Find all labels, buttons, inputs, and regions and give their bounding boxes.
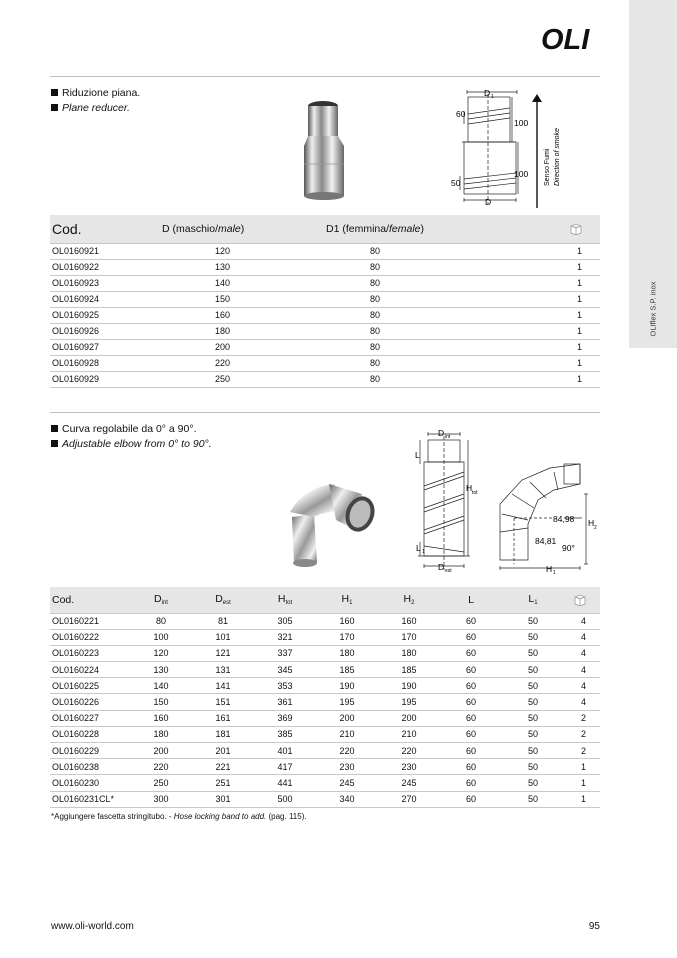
cell-htot: 361 bbox=[254, 694, 316, 710]
cell-qty: 1 bbox=[465, 339, 600, 355]
cell-cod: OL0160928 bbox=[50, 355, 160, 371]
cell-d: 140 bbox=[160, 275, 285, 291]
package-icon bbox=[570, 223, 582, 235]
cell-dest: 161 bbox=[192, 710, 254, 726]
cell-cod: OL0160226 bbox=[50, 694, 130, 710]
reducer-photo bbox=[296, 98, 358, 202]
header-package bbox=[465, 215, 600, 243]
cell-htot: 353 bbox=[254, 678, 316, 694]
cell-d: 200 bbox=[160, 339, 285, 355]
section1-title bbox=[51, 86, 140, 116]
cell-cod: OL0160926 bbox=[50, 323, 160, 339]
cell-dest: 141 bbox=[192, 678, 254, 694]
table-row bbox=[50, 726, 600, 742]
cell-h2: 210 bbox=[378, 726, 440, 742]
cell-l: 60 bbox=[440, 694, 502, 710]
cell-cod: OL0160230 bbox=[50, 775, 130, 791]
title-en: Plane reducer. bbox=[62, 102, 130, 114]
cell-h2: 170 bbox=[378, 629, 440, 645]
cell-l: 60 bbox=[440, 645, 502, 661]
cell-l: 60 bbox=[440, 791, 502, 807]
cell-cod: OL0160228 bbox=[50, 726, 130, 742]
cell-d1: 80 bbox=[285, 275, 465, 291]
cell-dint: 250 bbox=[130, 775, 192, 791]
cell-l1: 50 bbox=[502, 613, 564, 629]
elbow-photo bbox=[284, 472, 384, 572]
cell-qty: 1 bbox=[465, 323, 600, 339]
bullet-icon bbox=[51, 425, 58, 432]
cell-h1: 210 bbox=[316, 726, 378, 742]
header-h2: $H_2$ bbox=[378, 587, 440, 613]
cell-l: 60 bbox=[440, 743, 502, 759]
table-row bbox=[50, 291, 600, 307]
cell-dest: 131 bbox=[192, 662, 254, 678]
cell-l: 60 bbox=[440, 678, 502, 694]
h60-label: 60 bbox=[456, 109, 466, 119]
header-htot: $H_{tot}$ bbox=[254, 587, 316, 613]
section-divider bbox=[50, 412, 600, 413]
cell-qty: 1 bbox=[465, 275, 600, 291]
table-row bbox=[50, 307, 600, 323]
cell-dint: 140 bbox=[130, 678, 192, 694]
cell-dest: 221 bbox=[192, 759, 254, 775]
h1-label: H bbox=[546, 564, 553, 574]
cell-dest: 301 bbox=[192, 791, 254, 807]
table-row bbox=[50, 759, 600, 775]
cell-d: 130 bbox=[160, 259, 285, 275]
cell-cod: OL0160231CL* bbox=[50, 791, 130, 807]
dest-sub: est bbox=[445, 568, 452, 574]
cell-qty: 4 bbox=[564, 662, 600, 678]
cell-h1: 200 bbox=[316, 710, 378, 726]
cell-cod: OL0160221 bbox=[50, 613, 130, 629]
cell-h2: 160 bbox=[378, 613, 440, 629]
table-row bbox=[50, 259, 600, 275]
cell-htot: 305 bbox=[254, 613, 316, 629]
cell-dint: 300 bbox=[130, 791, 192, 807]
v8481-label: 84,81 bbox=[535, 536, 557, 546]
header-d: D (maschio/male) bbox=[160, 215, 285, 243]
cell-htot: 345 bbox=[254, 662, 316, 678]
cell-cod: OL0160223 bbox=[50, 645, 130, 661]
h100b-label: 100 bbox=[514, 169, 529, 179]
table-row bbox=[50, 791, 600, 807]
table-row bbox=[50, 243, 600, 259]
cell-l1: 50 bbox=[502, 645, 564, 661]
cell-d: 120 bbox=[160, 243, 285, 259]
table-row bbox=[50, 743, 600, 759]
cell-htot: 417 bbox=[254, 759, 316, 775]
cell-dint: 150 bbox=[130, 694, 192, 710]
elbow-table bbox=[50, 587, 600, 808]
cell-cod: OL0160222 bbox=[50, 629, 130, 645]
cell-h2: 200 bbox=[378, 710, 440, 726]
dint-sub: int bbox=[445, 434, 451, 440]
cell-l1: 50 bbox=[502, 694, 564, 710]
cell-htot: 321 bbox=[254, 629, 316, 645]
cell-d: 180 bbox=[160, 323, 285, 339]
v8498-label: 84,98 bbox=[553, 514, 575, 524]
cell-l1: 50 bbox=[502, 726, 564, 742]
h1-sub: 1 bbox=[553, 570, 556, 576]
cell-h2: 185 bbox=[378, 662, 440, 678]
cell-dint: 130 bbox=[130, 662, 192, 678]
cell-cod: OL0160229 bbox=[50, 743, 130, 759]
cell-d: 220 bbox=[160, 355, 285, 371]
cell-l: 60 bbox=[440, 662, 502, 678]
cell-h2: 270 bbox=[378, 791, 440, 807]
cell-qty: 4 bbox=[564, 678, 600, 694]
cell-l1: 50 bbox=[502, 678, 564, 694]
cell-qty: 2 bbox=[564, 710, 600, 726]
cell-l: 60 bbox=[440, 759, 502, 775]
cell-cod: OL0160924 bbox=[50, 291, 160, 307]
cell-dest: 181 bbox=[192, 726, 254, 742]
cell-dint: 220 bbox=[130, 759, 192, 775]
cell-d1: 80 bbox=[285, 371, 465, 387]
header-dest: $D_{est}$ bbox=[192, 587, 254, 613]
cell-h1: 230 bbox=[316, 759, 378, 775]
cell-h2: 190 bbox=[378, 678, 440, 694]
cell-qty: 1 bbox=[465, 307, 600, 323]
cell-qty: 2 bbox=[564, 743, 600, 759]
cell-l: 60 bbox=[440, 629, 502, 645]
cell-qty: 1 bbox=[465, 259, 600, 275]
cell-dest: 151 bbox=[192, 694, 254, 710]
h2-label: H bbox=[588, 518, 595, 528]
dest-label: D bbox=[438, 562, 445, 572]
cell-h1: 245 bbox=[316, 775, 378, 791]
cell-qty: 1 bbox=[465, 355, 600, 371]
cell-htot: 369 bbox=[254, 710, 316, 726]
table-row bbox=[50, 275, 600, 291]
cell-cod: OL0160922 bbox=[50, 259, 160, 275]
table-row bbox=[50, 355, 600, 371]
cell-h2: 220 bbox=[378, 743, 440, 759]
cell-dest: 251 bbox=[192, 775, 254, 791]
cell-h1: 195 bbox=[316, 694, 378, 710]
cell-d1: 80 bbox=[285, 355, 465, 371]
cell-qty: 4 bbox=[564, 629, 600, 645]
cell-dint: 120 bbox=[130, 645, 192, 661]
table-header-row bbox=[50, 587, 600, 613]
header-h1: $H_1$ bbox=[316, 587, 378, 613]
cell-qty: 1 bbox=[465, 291, 600, 307]
cell-qty: 4 bbox=[564, 694, 600, 710]
cell-l1: 50 bbox=[502, 791, 564, 807]
cell-h1: 160 bbox=[316, 613, 378, 629]
header-cod: Cod. bbox=[50, 587, 130, 613]
cell-l: 60 bbox=[440, 710, 502, 726]
cell-cod: OL0160925 bbox=[50, 307, 160, 323]
cell-d1: 80 bbox=[285, 307, 465, 323]
cell-cod: OL0160923 bbox=[50, 275, 160, 291]
header-d1: D1 (femmina/female) bbox=[285, 215, 465, 243]
table-row bbox=[50, 645, 600, 661]
title-en: Adjustable elbow from 0° to 90°. bbox=[62, 438, 212, 450]
l1-sub: 1 bbox=[422, 549, 425, 555]
cell-qty: 1 bbox=[564, 759, 600, 775]
cell-qty: 1 bbox=[564, 775, 600, 791]
d1-label: D bbox=[484, 88, 491, 98]
page-number: 95 bbox=[588, 921, 600, 932]
cell-d1: 80 bbox=[285, 243, 465, 259]
table-row bbox=[50, 613, 600, 629]
cell-d1: 80 bbox=[285, 259, 465, 275]
cell-h2: 245 bbox=[378, 775, 440, 791]
cell-h2: 180 bbox=[378, 645, 440, 661]
table-header-row bbox=[50, 215, 600, 243]
cell-l1: 50 bbox=[502, 710, 564, 726]
cell-h2: 195 bbox=[378, 694, 440, 710]
cell-dint: 80 bbox=[130, 613, 192, 629]
cell-l1: 50 bbox=[502, 775, 564, 791]
table-row bbox=[50, 662, 600, 678]
cell-cod: OL0160238 bbox=[50, 759, 130, 775]
cell-dest: 101 bbox=[192, 629, 254, 645]
cell-htot: 441 bbox=[254, 775, 316, 791]
table-row bbox=[50, 339, 600, 355]
header-l1: $L_1$ bbox=[502, 587, 564, 613]
cell-qty: 1 bbox=[465, 243, 600, 259]
cell-l1: 50 bbox=[502, 662, 564, 678]
cell-h1: 220 bbox=[316, 743, 378, 759]
cell-h1: 185 bbox=[316, 662, 378, 678]
cell-cod: OL0160929 bbox=[50, 371, 160, 387]
cell-d1: 80 bbox=[285, 339, 465, 355]
cell-htot: 385 bbox=[254, 726, 316, 742]
cell-cod: OL0160921 bbox=[50, 243, 160, 259]
cell-dest: 81 bbox=[192, 613, 254, 629]
d1-sub: 1 bbox=[491, 94, 494, 100]
cell-qty: 1 bbox=[564, 791, 600, 807]
cell-l1: 50 bbox=[502, 759, 564, 775]
title-it: Curva regolabile da 0° a 90°. bbox=[62, 423, 197, 435]
cell-h1: 340 bbox=[316, 791, 378, 807]
cell-d1: 80 bbox=[285, 291, 465, 307]
cell-cod: OL0160227 bbox=[50, 710, 130, 726]
smoke-en-label: Direction of smoke bbox=[554, 128, 561, 186]
l-label: L bbox=[415, 450, 420, 460]
cell-l1: 50 bbox=[502, 629, 564, 645]
h100a-label: 100 bbox=[514, 118, 529, 128]
side-tab-label: OLIflex S.P. inox bbox=[648, 281, 658, 337]
header-dint: $D_{int}$ bbox=[130, 587, 192, 613]
cell-dest: 201 bbox=[192, 743, 254, 759]
cell-cod: OL0160225 bbox=[50, 678, 130, 694]
cell-qty: 4 bbox=[564, 613, 600, 629]
cell-qty: 2 bbox=[564, 726, 600, 742]
cell-dint: 180 bbox=[130, 726, 192, 742]
htot-label: H bbox=[466, 483, 473, 493]
cell-htot: 500 bbox=[254, 791, 316, 807]
bullet-icon bbox=[51, 104, 58, 111]
cell-dint: 200 bbox=[130, 743, 192, 759]
h2-sub: 2 bbox=[594, 525, 597, 531]
cell-l: 60 bbox=[440, 613, 502, 629]
cell-cod: OL0160927 bbox=[50, 339, 160, 355]
cell-l: 60 bbox=[440, 775, 502, 791]
package-icon bbox=[574, 594, 586, 606]
reducer-table bbox=[50, 215, 600, 388]
cell-dint: 160 bbox=[130, 710, 192, 726]
cell-htot: 401 bbox=[254, 743, 316, 759]
d-label: D bbox=[485, 197, 492, 207]
cell-h1: 170 bbox=[316, 629, 378, 645]
table-row bbox=[50, 678, 600, 694]
dint-label: D bbox=[438, 428, 445, 438]
cell-dest: 121 bbox=[192, 645, 254, 661]
header-cod: Cod. bbox=[50, 215, 160, 243]
cell-l: 60 bbox=[440, 726, 502, 742]
angle-label: 90° bbox=[562, 543, 575, 553]
section-divider bbox=[50, 76, 600, 77]
l1-label: L bbox=[416, 543, 421, 553]
cell-l1: 50 bbox=[502, 743, 564, 759]
oli-logo bbox=[540, 22, 604, 54]
bullet-icon bbox=[51, 440, 58, 447]
elbow-drawing bbox=[404, 424, 608, 576]
header-package bbox=[564, 587, 600, 613]
cell-d1: 80 bbox=[285, 323, 465, 339]
bullet-icon bbox=[51, 89, 58, 96]
table-row bbox=[50, 710, 600, 726]
section2-title bbox=[51, 422, 212, 452]
reducer-drawing bbox=[448, 84, 568, 210]
h50-label: 50 bbox=[451, 178, 461, 188]
table-row bbox=[50, 371, 600, 387]
cell-h1: 190 bbox=[316, 678, 378, 694]
cell-qty: 4 bbox=[564, 645, 600, 661]
logo-text: OLI bbox=[541, 24, 590, 54]
cell-dint: 100 bbox=[130, 629, 192, 645]
cell-cod: OL0160224 bbox=[50, 662, 130, 678]
cell-h1: 180 bbox=[316, 645, 378, 661]
cell-htot: 337 bbox=[254, 645, 316, 661]
table-row bbox=[50, 629, 600, 645]
table-row bbox=[50, 323, 600, 339]
htot-sub: tot bbox=[472, 490, 478, 496]
cell-h2: 230 bbox=[378, 759, 440, 775]
title-it: Riduzione piana. bbox=[62, 87, 141, 99]
cell-d: 160 bbox=[160, 307, 285, 323]
footer-url[interactable]: www.oli-world.com bbox=[51, 921, 134, 932]
cell-d: 250 bbox=[160, 371, 285, 387]
header-l: L bbox=[440, 587, 502, 613]
cell-d: 150 bbox=[160, 291, 285, 307]
table-row bbox=[50, 775, 600, 791]
footnote: *Aggiungere fascetta stringitubo. - Hose locking band to add. (pag. 115). bbox=[51, 812, 307, 821]
cell-qty: 1 bbox=[465, 371, 600, 387]
smoke-it-label: Senso Fumi bbox=[544, 148, 551, 186]
table-row bbox=[50, 694, 600, 710]
